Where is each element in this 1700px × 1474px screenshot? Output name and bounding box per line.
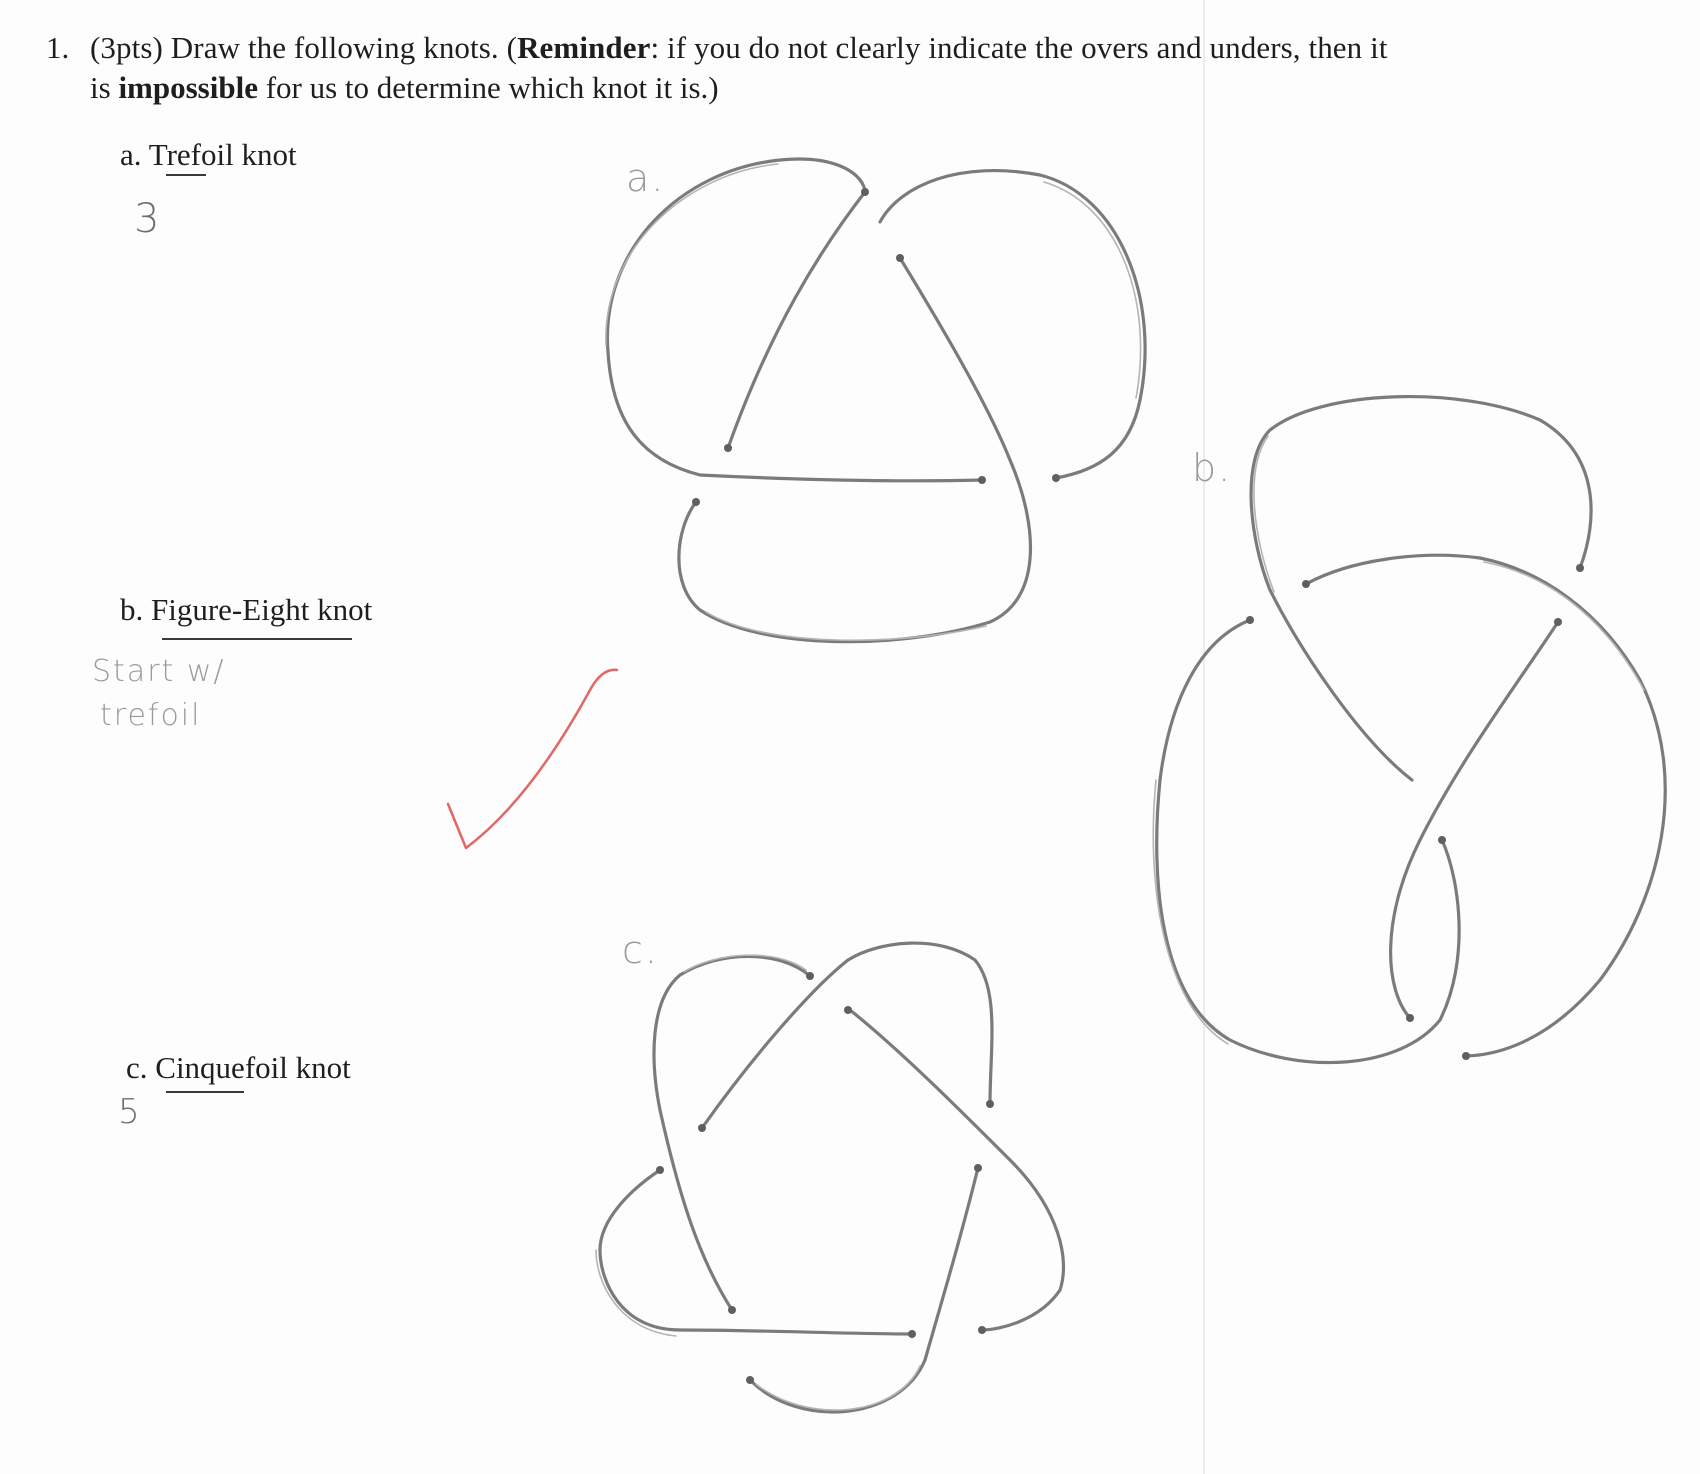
check-mark-icon bbox=[448, 670, 617, 848]
part-a-title: Trefoil knot bbox=[148, 137, 297, 172]
part-b-heading: b. Figure-Eight knot bbox=[120, 592, 373, 627]
figure-eight-knot-drawing bbox=[1153, 397, 1665, 1063]
reminder-text: : if you do not clearly indicate the overs and unders, then it bbox=[650, 30, 1388, 65]
impossible-emphasis: impossible bbox=[118, 70, 258, 105]
question-prompt: Draw the following knots. bbox=[170, 30, 499, 65]
cinquefoil-knot-drawing bbox=[596, 943, 1063, 1412]
reminder-label: Reminder bbox=[517, 30, 651, 65]
part-a-hand-note: 3 bbox=[134, 196, 162, 242]
question-points: (3pts) bbox=[90, 30, 163, 65]
part-b-title: Figure-Eight bbox=[151, 592, 310, 627]
question-number: 1. bbox=[46, 30, 70, 65]
part-c-title: Cinquefoil bbox=[155, 1050, 288, 1085]
part-c-hand-note: 5 bbox=[118, 1092, 142, 1132]
trefoil-knot-drawing bbox=[606, 159, 1145, 642]
part-b-hand-note: Start w/ trefoil bbox=[92, 654, 226, 733]
part-c-heading: c. Cinquefoil knot bbox=[126, 1050, 351, 1085]
question-line-2: is impossible for us to determine which knot it is.) bbox=[90, 70, 719, 105]
drawing-label-b: b. bbox=[1192, 446, 1233, 490]
drawing-label-a: a. bbox=[626, 156, 666, 200]
drawing-label-c: c. bbox=[622, 928, 659, 972]
question-line-1: (3pts) Draw the following knots. (Reminder: if you do not clearly indicate the overs and unders, then it bbox=[90, 30, 1388, 65]
part-a-heading: a. Trefoil knot bbox=[120, 137, 297, 172]
